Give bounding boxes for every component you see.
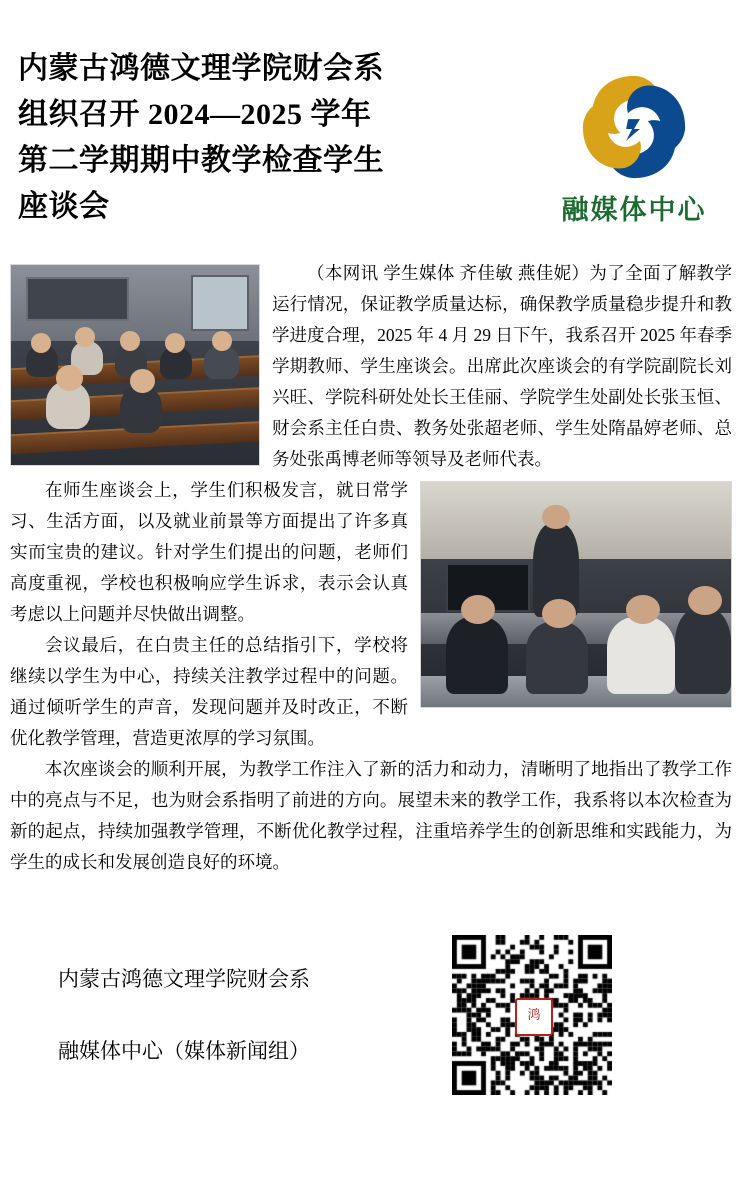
- organization-logo: [536, 68, 732, 238]
- logo-swirl-icon: [575, 68, 693, 186]
- title-line-3: 第二学期期中教学检查学生: [18, 144, 384, 177]
- article-paragraph-1: （本网讯 学生媒体 齐佳敏 燕佳妮）为了全面了解教学运行情况，保证教学质量达标，确保教学质量稳步提升和教学进度合理，2025 年 4 月 29 日下午，我系召开 2025 年春季学期教师、学生座谈会。出席此次座谈会的有学院副院长刘兴旺、学院科研处处长王佳丽、学院学生处副处长张玉恒、财会系主任白贵、教务处张超老师、学生处隋晶婷老师、总务处张禹博老师等领导及老师代表。: [272, 263, 732, 469]
- signature-block: [58, 943, 310, 1087]
- article-paragraph-3: 会议最后，在白贵主任的总结指引下，学校将继续以学生为中心，持续关注教学过程中的问题。通过倾听学生的声音，发现问题并及时改正，不断优化教学管理，营造更浓厚的学习氛围。: [10, 635, 408, 748]
- title-line-1: 内蒙古鸿德文理学院财会系: [18, 52, 384, 85]
- page-title: [10, 46, 538, 230]
- qr-center-seal: 鸿: [515, 998, 553, 1036]
- document-footer: [0, 923, 752, 1178]
- title-line-2: 组织召开 2024—2025 学年: [18, 98, 372, 131]
- photo-students-speaking: [420, 481, 732, 708]
- photo-meeting-room-students: [10, 264, 260, 466]
- title-line-4: 座谈会: [18, 190, 110, 223]
- logo-text: 融媒体中心: [561, 195, 707, 225]
- article-paragraph-4: 本次座谈会的顺利开展，为教学工作注入了新的活力和动力，清晰明了地指出了教学工作中的亮点与不足，也为财会系指明了前进的方向。展望未来的教学工作，我系将以本次检查为新的起点，持续加强教学管理，不断优化教学过程，注重培养学生的创新思维和实践能力，为学生的成长和发展创造良好的环境。: [10, 759, 732, 872]
- article-paragraph-2: 在师生座谈会上，学生们积极发言，就日常学习、生活方面，以及就业前景等方面提出了许多真实而宝贵的建议。针对学生们提出的问题，老师们高度重视，学校也积极响应学生诉求，表示会认真考虑以上问题并尽快做出调整。: [10, 480, 408, 624]
- document-header: [10, 46, 732, 256]
- signature-line-2: 融媒体中心（媒体新闻组）: [58, 1039, 310, 1063]
- article-body: [10, 258, 732, 878]
- signature-line-1: 内蒙古鸿德文理学院财会系: [58, 967, 310, 991]
- qr-code[interactable]: [452, 935, 612, 1095]
